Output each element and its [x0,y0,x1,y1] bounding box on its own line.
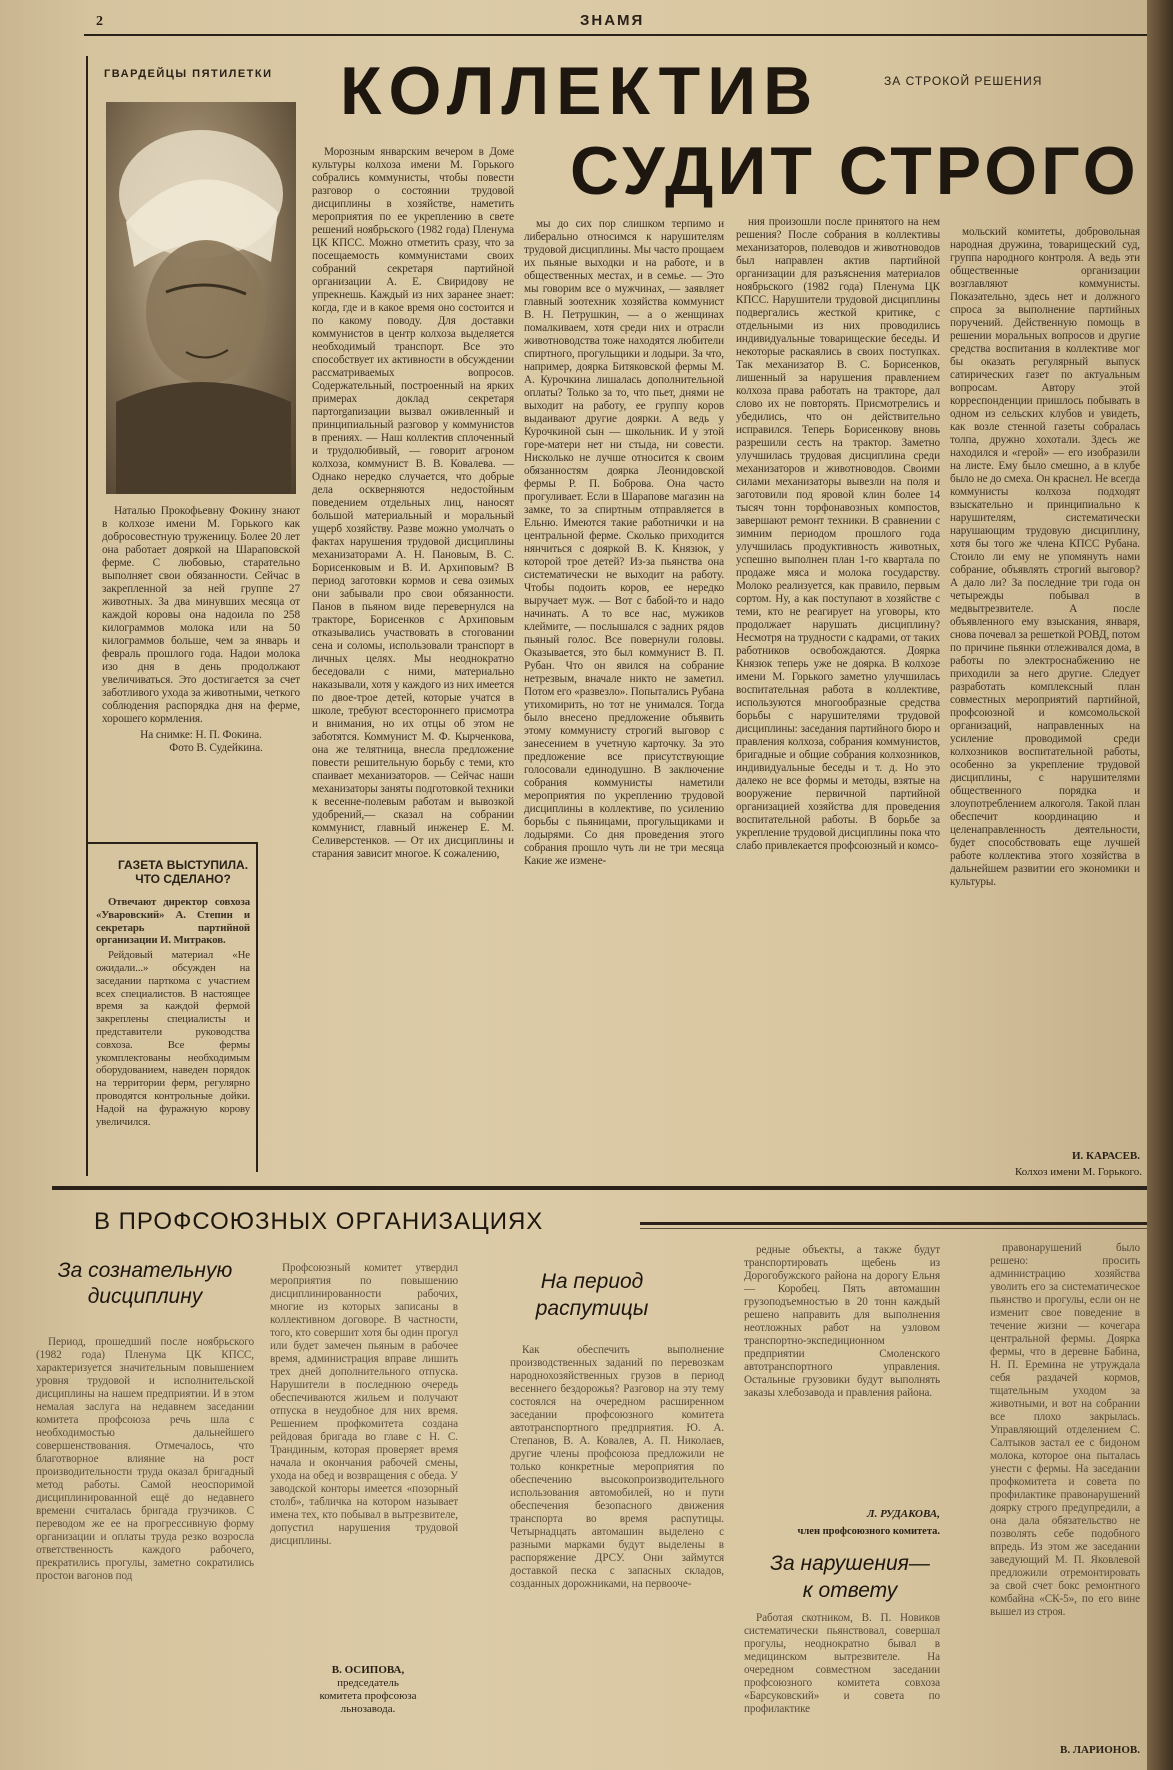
union-article-3-title-line1: За нарушения— [770,1552,930,1575]
union-article-1-column-2 [270,1262,458,1658]
union-article-1-title [30,1258,260,1310]
left-frame-rule [86,56,88,1176]
union-article-1-title-line2: дисциплину [87,1285,203,1308]
article-column-2 [524,218,724,1176]
union-article-2-role: член профсоюзного комитета. [797,1526,940,1537]
followup-top-rule [88,842,258,844]
union-article-1-title-line1: За сознательную [57,1259,233,1282]
unions-header-rule-thin [640,1228,1160,1229]
headline-line1: КОЛЛЕКТИВ [340,53,820,129]
article-column-1 [312,146,514,1176]
followup-text: Рейдовый материал «Не ожидали...» обсужден на заседании парткома с участием всех специалистов. В настоящее время за каждой фермой закреплены специалисты и представители руководства совхоза. Все фермы укомплектованы необходимым оборудованием, наведен порядок на территории ферм, регулярно проводятся контрольные дойки. Надой на фуражную корову увеличился. [96,949,250,1128]
union-article-3-column-2-text: правонарушений было решено: просить администрацию хозяйства уволить его за систематическое пьянство и прогулы, если он не изменит свое поведение в течение жизни — кочегара центральной фермы. Доярка фермы, что в деревне Бабина, Н. П. Еремина не утруждала себя раздачей кормов, тщательным уходом за животными, и вот на собрании все плохо закрылась. Управляющий отделением С. Салтыков застал ее с бидоном молока, которое она пыталась унести с фермы. На заседании профкомитета и совета по профилактике правонарушений доярку строго предупредили, а она дала обязательство не позволять себе подобного впредь. Из этом же заседании заведующий М. П. Яковлевой предложили отремонтировать за свой счет бокс ремонтного комбайна «СК-5», по его вине вышел из строя. [990,1242,1140,1618]
rubric-right: ЗА СТРОКОЙ РЕШЕНИЯ [884,74,1043,88]
unions-header: В ПРОФСОЮЗНЫХ ОРГАНИЗАЦИЯХ [94,1208,544,1235]
union-article-2-column-1-text: Как обеспечить выполнение производственных заданий по перевозкам народнохозяйственных грузов в период весеннего бездорожья? Разговор на эту тему состоялся на очередном расширенном заседании профсоюзного комитета автотранспортного предприятия. Ю. А. Степанов, В. А. Ковалев, А. П. Николаев, другие члены профсоюза предложили не только конкретные мероприятия по обеспечению высокопроизводительного использования автомобилей, но и пути обеспечения безопасного движения транспорта во время распутицы. Четырнадцать автомашин выделено с разными марками будут выделены в распоряжение ДРСУ. Они займутся доставкой песка с запасных складов, созданных дорожниками, на первооче- [510,1344,724,1590]
union-article-3-column-2 [990,1242,1140,1738]
masthead-rule [84,34,1154,36]
union-article-1-author: В. ОСИПОВА, [331,1664,405,1676]
article-column-1-text: Морозным январским вечером в Доме культуры колхоза имени М. Горького собрались коммунисты, чтобы повести разговор о состоянии трудовой дисциплины в хозяйстве, наметить мероприятия по ее укреплению в свете решений ноябрьского (1982 года) Пленума ЦК КПСС. Можно отметить сразу, что за посещаемость коммунистами своих собраний секретаря партийной организации А. Е. Свиридову не упрекнешь. Каждый из них заранее знает: когда, где и в какое время оно состоится и по какому поводу. Для доставки коммунистов в центр колхоза выделяется необходимый транспорт. Все это способствует их активности в обсуждении рассматриваемых вопросов. Содержательный, построенный на ярких примерах доклад секретаря партorganизации вызвал оживленный и принципиальный разговор у коммунистов в прениях. — Наш коллектив сплоченный и трудолюбивый, — говорит агроном колхоза, коммунист В. В. Ковалева. — Однако нередко случается, что добрые дела оскверняются недостойным поведением отдельных лиц, наносят большой материальный и моральный ущерб хозяйству. Разве можно умолчать о фактах нарушения трудовой дисциплины механизаторами А. Н. Пановым, В. С. Борисенковым и В. И. Архиповым? В период заготовки кормов и сева озимых они забывали про свои обязанности. Панов в пьяном виде перевернулся на тракторе, Борисенков с Архиповым отказывались участвовать в стоговании сена и соломы, использовали транспорт в личных целях. Мы неоднократно беседовали с ними, материально наказывали, хотя у каждого из них имеется по двое-трое детей, которые учатся в школе, требуют всестороннего присмотра и внимания, но их отцы об этом не заботятся. Коммунист М. Ф. Кырченкова, она же телятница, внесла предложение повести решительную борьбу с теми, кто спаивает механизаторов. — Сейчас наши механизаторы заняты подготовкой техники к весенне-полевым работам и вывозкой удобрений,— сказал на собрании коммунист, главный инженер Е. М. Селиверстенков. — От их дисциплины и старания зависит многое. К сожалению, [312,146,514,860]
union-article-2-column-2 [744,1244,940,1504]
followup-heading-line1: ГАЗЕТА ВЫСТУПИЛА. [117,858,249,872]
union-article-1-role3: льнозавода. [340,1703,396,1715]
followup-right-rule [256,842,258,1172]
newspaper-name: ЗНАМЯ [580,12,645,29]
union-article-3-title [740,1550,960,1604]
rubric-left: ГВАРДЕЙЦЫ ПЯТИЛЕТКИ [104,68,273,80]
union-article-1-column-1 [36,1336,254,1766]
photo-credit-subject: На снимке: Н. П. Фокина. [140,729,262,741]
union-article-1-role2: комитета профсоюза [319,1690,417,1702]
photo-caption-text: Наталью Прокофьевну Фокину знают в колхозе имени М. Горького как добросовестную труженицу. Более 20 лет она работает дояркой на Шараповской ферме. С любовью, старательно выполняет свои обязанности. Сейчас в закрепленной за ней группе 27 животных. За два минувших месяца от каждой коровы она надоила по 258 килограммов молока или на 50 килограммов больше, чем за январь и февраль прошлого года. Надои молока изо дня в день продолжают увеличиваться. Это достигается за счет заботливого ухода за животными, четкого соблюдения распорядка дня на ферме, хорошего кормления. [102,505,300,725]
article-author-place: Колхоз имени М. Горького. [1014,1166,1142,1178]
followup-body [96,896,250,1166]
union-article-1-role1: председатель [337,1677,399,1689]
union-article-3-title-line2: к ответу [802,1579,898,1602]
article-column-3 [736,216,940,1176]
page-number: 2 [96,14,103,29]
article-author: И. КАРАСЕВ. [1071,1150,1140,1162]
followup-heading-line2: ЧТО СДЕЛАНО? [135,872,231,886]
union-article-3-author: В. ЛАРИОНОВ. [1059,1744,1140,1756]
union-article-2-column-2-text: редные объекты, а также будут транспортировать щебень из Дорогобужского района на дорогу Ельня — Коробец. Пять автомашин грузоподъемностью в 20 тонн каждый решено направить для выполнения неотложных работ на узловом транспортно-экспедиционном предприятии Смоленского автотранспортного управления. Остальные грузовики будут выполнять заказы хлебозавода и правления района. [744,1244,940,1399]
photo-credit-author: Фото В. Судейкина. [169,742,263,754]
union-article-1-column-1-text: Период, прошедший после ноябрьского (1982 года) Пленума ЦК КПСС, характеризуется значительным повышением уровня трудовой и исполнительской дисциплины на нашем предприятии. И в этом немалая заслуга на недавнем заседании комитета профсоюза речь шла с необходимостью дальнейшего совершенствования. Отмечалось, что благотворное влияние на рост производительности труда оказал бригадный метод работы. Самой неоспоримой дисциплинированной ещё до недавнего времени считалась бригада грузчиков. С переводом же ее на прогрессивную форму организации и оплаты труда резко возросла ответственность каждого рабочего, прекратились прогулы, заметно сократились простои вагонов под [36,1336,254,1582]
headline-line2: СУДИТ СТРОГО [570,133,1140,209]
followup-heading [108,858,258,886]
union-article-1-column-2-text: Профсоюзный комитет утвердил мероприятия по повышению дисциплинированности рабочих, многие из которых записаны в коллективном договоре. В частности, того, кто совершит хотя бы один прогул или будет замечен пьяным в рабочее время, администрация вправе лишить трех дней дополнительного отпуска. Нарушители в последнюю очередь обеспечиваются жильем и получают отпуска в неудобное для них время. Решением профкомитета создана рейдовая бригада во главе с Н. С. Трандиным, которая проверяет время начала и окончания рабочей смены, ухода на обед и возвращения с обеда. У заводской конторы имеется «позорный столб», табличка на котором называет имена тех, кто побывал в вытрезвителе, допустил нарушения трудовой дисциплины. [270,1262,458,1547]
photo-caption [102,505,300,791]
union-article-2-title [472,1268,712,1322]
page-edge [1147,0,1173,1770]
article-column-4-text: мольский комитеты, добровольная народная дружина, товарищеский суд, группа народного контроля. А ведь эти общественные организации возглавляют коммунисты. Показательно, здесь нет и должного спроса за выполнение партийных поручений. Действенную помощь в решении моральных вопросов и другие средства воспитания в коллективе мог бы оказать регулярный выпуск сатирических газет по актуальным вопросам. Автору этой корреспонденции пришлось побывать в одном из сельских клубов и увидеть, как возле стенной газеты собралась толпа, дружно хохотали. Здесь же находился и «герой» — его изобразили на листе. Ему было смешно, а в клубе было не до смеха. Он краснел. Не всегда коммунисты колхоза подходят взыскательно и принципиально к нарушителям, систематически нарушающим трудовую дисциплину, хотя бы того же члена КПСС Рубана. Стоило ли ему не упомянуть нами собрание, объявлять строгий выговор? А дало ли? За последние три года он четырежды побывал в медвытрезвителе. А после объявленного ему взыскания, января, снова почевал за решеткой РОВД, потом по причине пьянки отлеживался дома, в работы по электроснабжению не приходили за него другие. Следует разработать комплексный план совместных мероприятий партийной, профсоюзной и комсомольской организаций, направленных на усиление проводимой среди колхозников воспитательной работы, особенно за укрепление трудовой дисциплины, с нарушителями общественного порядка и злоупотреблением алкоголя. Такой план обеспечит координацию и целенаправленность деятельности, будет способствовать еще лучшей работе коллектива этого хозяйства в дальнейшем развитии его экономики и культуры. [950,226,1140,888]
article-column-4 [950,226,1140,1146]
union-article-2-title-line2: распутицы [535,1297,649,1320]
section-divider [52,1186,1160,1190]
article-column-2-text: мы до сих пор слишком терпимо и либерально относимся к нарушителям трудовой дисциплины. Мы часто прощаем их пьяные выходки и на работе, и в общественных местах, и в семье. — Это мы говорим все о мужчинах, — заявляет главный зоотехник хозяйства коммунист В. Н. Петрушкин, — а о женщинах помалкиваем, хотя среди них и отрасли животноводства тоже находятся любители спиртного, прогульщики и лодыри. За что, например, доярка Битяковской фермы М. А. Курочкина лишалась дополнительной оплаты? Только за то, что пьет, днями не выходит на работу, ее группу коров выдаивают другие доярки. А ведь у Курочкиной сын — школьник. И у этой горе-матери нет ни стыда, ни совести. Нисколько не лучше относится к своим обязанностям доярка Леонидовской фермы Р. П. Боброва. Она часто прогуливает. Если в Шарапове магазин на замке, то за спиртным отправляется в Ельню. Имеются такие работнички и на центральной ферме. Сколько приходится нянчиться с дояркой В. К. Князюк, у которой трое детей? Из-за пьянства она систематически не выходит на работу. Чтобы подоить коров, ее нередко выручает муж. — Вот с бабой-то и надо начинать. А то все нас, мужиков клеймите, — послышался с задних рядов пьяный голос. Все повернули головы. Оказывается, это был коммунист В. П. Рубан. Что он явился на собрание нетрезвым, вначале никто не заметил. Потом его «развезло». Попытались Рубана утихомирить, но тот не унимался. Тогда было внесено предложение объявить этому коммунисту строгий выговор с занесением в учетную карточку. За это предложение все присутствующие голосовали единодушно. В заключение собрания коммунисты наметили мероприятия по укреплению трудовой дисциплины в коллективе, по усилению борьбы с пьяницами, прогульщиками и лодырями. Со дня проведения этого собрания прошло чуть ли не три месяца Какие же измене- [524,218,724,867]
followup-lead: Отвечают директор совхоза «Уваровский» А. Степин и секретарь партийной организации И. Митраков. [96,896,250,947]
union-article-3-column-1-text: Работая скотником, В. П. Новиков систематически пьянствовал, совершал прогулы, неоднократно бывал в медицинском вытрезвителе. На очередном совместном заседании профсоюзного комитета совхоза «Барсуковский» и совета по профилактике [744,1612,940,1715]
article-column-3-text: ния произошли после принятого на нем решения? После собрания в коллективы механизаторов, полеводов и животноводов был направлен актив партийной организации для разъяснения материалов ноябрьского (1982 года) Пленума ЦК КПСС. Нарушители трудовой дисциплины подвергались жесткой критике, с отдельными из них проводились индивидуальные товарищеские беседы. И некоторые раскаялись в своих поступках. Так механизатор В. С. Борисенков, лишенный за нарушения правлением колхоза права работать на тракторе, дал слово их не повторять. Присмотрелись и убедились, что он действительно исправился. Теперь Борисенкову вновь разрешили сесть на трактор. Заметно улучшилась трудовая дисциплина среди механизаторов и животноводов. Своими силами механизаторы вывезли на поля и заготовили под яровой клин более 14 тысяч тонн торфонавозных компостов, завершают ремонт техники. В сравнении с зимним периодом прошлого года улучшилась продуктивность животных, успешно выполнен план 1-го квартала по продаже мяса и молока государству. Молоко реализуется, как правило, первым сортом. Ну, а как поступают в хозяйстве с теми, кто не реагирует на уговоры, кто продолжает нарушать дисциплину? Несмотря на трудности с кадрами, от таких работников освобождаются. Доярка Князюк теперь уже не доярка. В колхозе имени М. Горького заметно улучшилась воспитательная работа в коллективе, используются многообразные средства борьбы с нарушителями трудовой дисциплины: заседания партийного бюро и правления колхоза, собрания коммунистов, бригадные и общие собрания колхозников, индивидуальные беседы и т. д. Но это далеко не все формы и методы, взятые на вооружение первичной партийной организацией хозяйства для проведения воспитательной работы. В борьбе за укрепление трудовой дисциплины пока что слабо привлекается профсоюзный и комсо- [736,216,940,852]
portrait-photo-image [106,102,296,494]
union-article-2-title-line1: На период [540,1270,644,1293]
portrait-photo [106,102,296,494]
unions-header-rule [640,1222,1160,1225]
union-article-2-author: Л. РУДАКОВА, [867,1508,940,1520]
union-article-3-column-1 [744,1612,940,1768]
union-article-2-column-1 [510,1344,724,1768]
union-article-1-signature [288,1664,448,1716]
